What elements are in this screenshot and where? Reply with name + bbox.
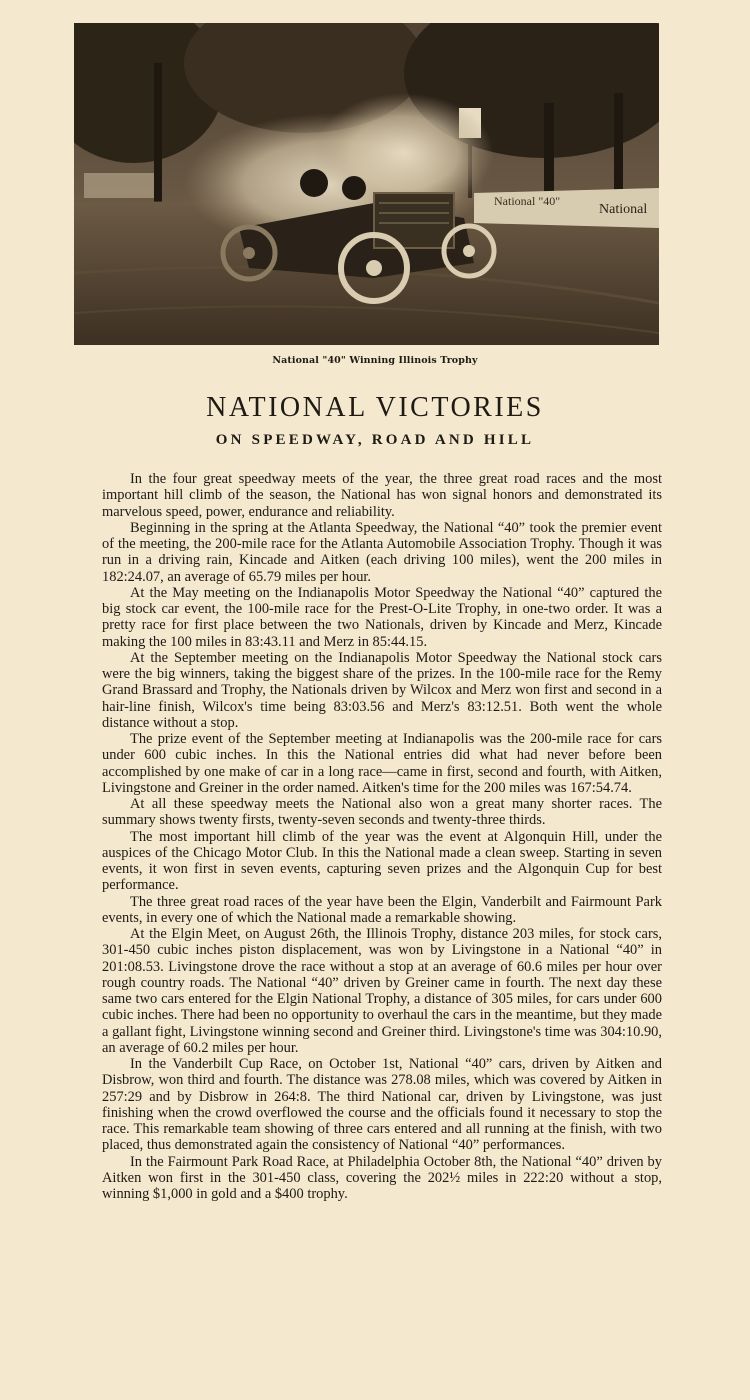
race-photo (74, 23, 659, 345)
paragraph-atlanta: Beginning in the spring at the Atlanta Speedway, the National “40” took the premier event of the meeting, the 200-mile race for the Atlanta Automobile Association Trophy. Though it was run in a driving rain, Kincade and Aitken (each driving 100 miles), went the 200 miles in 182:24.07, an average of 65.79 miles per hour. (102, 519, 662, 585)
paragraph-prize-event: The prize event of the September meeting at Indianapolis was the 200-mile race for cars under 600 cubic inches. In this the National entries did what had never before been accomplished by one make of car in a long race—came in first, second and fourth, with Aitken, Livingstone and Greiner in the order named. Aitken's time for the 200 miles was 167:54.74. (102, 731, 662, 796)
paragraph-road-races: The three great road races of the year have been the Elgin, Vanderbilt and Fairmount Park events, in every one of which the National made a remarkable showing. (102, 893, 662, 926)
paragraph-may-indianapolis: At the May meeting on the Indianapolis Motor Speedway the National “40” captured the big stock car event, the 100-mile race for the Prest-O-Lite Trophy, in one-two order. It was a pretty race for first place between the two Nationals, driven by Kincade and Merz, Kincade making the 100 miles in 83:43.11 and Merz in 85:44.15. (102, 584, 662, 650)
paragraph-vanderbilt: In the Vanderbilt Cup Race, on October 1st, National “40” cars, driven by Aitken and Disbrow, won third and fourth. The distance was 278.08 miles, which was covered by Aitken in 257:29 and by Disbrow in 264:8. The third National car, driven by Livingstone, was just finishing when the crowd overflowed the course and the officials found it necessary to stop the race. This remarkable team showing of three cars entered and all running at the finish, with two placed, thus demonstrated again the consistency of National “40” performances. (102, 1056, 662, 1154)
paragraph-intro: In the four great speedway meets of the year, the three great road races and the most important hill climb of the season, the National has won signal honors and demonstrated its marvelous speed, power, endurance and reliability. (102, 471, 662, 520)
page-subtitle: ON SPEEDWAY, ROAD AND HILL (215, 432, 535, 448)
paragraph-september-indianapolis: At the September meeting on the Indianapolis Motor Speedway the National stock cars were the big winners, taking the biggest share of the prizes. In the 100-mile race for the Remy Grand Brassard and Trophy, the Nationals driven by Wilcox and Merz won first and second in a hair-line finish, Wilcox's time being 83:03.56 and Merz's 83:12.51. Both went the whole distance without a stop. (102, 649, 662, 731)
paragraph-fairmount: In the Fairmount Park Road Race, at Philadelphia October 8th, the National “40” driven by Aitken won first in the 301-450 class, covering the 202½ miles in 222:20 without a stop, winning $1,000 in gold and a $400 trophy. (102, 1153, 662, 1202)
article-body (102, 471, 662, 1202)
paragraph-shorter-races: At all these speedway meets the National also won a great many shorter races. The summary shows twenty firsts, twenty-seven seconds and twenty-three thirds. (102, 796, 662, 829)
race-car-illustration (74, 23, 659, 345)
page-title: NATIONAL VICTORIES (206, 392, 544, 423)
sign-text: National "40" (494, 194, 561, 208)
paragraph-algonquin: The most important hill climb of the year was the event at Algonquin Hill, under the auspices of the Chicago Motor Club. In this the National made a clean sweep. Starting in seven events, it won first in seven events, capturing seven prizes and the Algonquin Cup for best performance. (102, 828, 662, 894)
banner-text: National (599, 202, 648, 217)
photo-caption: National "40" Winning Illinois Trophy (272, 355, 478, 366)
paragraph-elgin: At the Elgin Meet, on August 26th, the Illinois Trophy, distance 203 miles, for stock cars, 301-450 cubic inches piston displacement, was won by Livingstone in a National “40” in 201:08.53. Livingstone drove the race without a stop at an average of 60.6 miles per hour over rough country roads. The National “40” driven by Greiner came in fourth. The next day these same two cars entered for the Elgin National Trophy, a distance of 305 miles, for cars under 600 cubic inches. There had been no opportunity to overhaul the cars in the meantime, but they made a gallant fight, Livingstone winning second and Greiner third. Livingstone's time was 304:10.90, an average of 60.2 miles per hour. (102, 926, 662, 1056)
